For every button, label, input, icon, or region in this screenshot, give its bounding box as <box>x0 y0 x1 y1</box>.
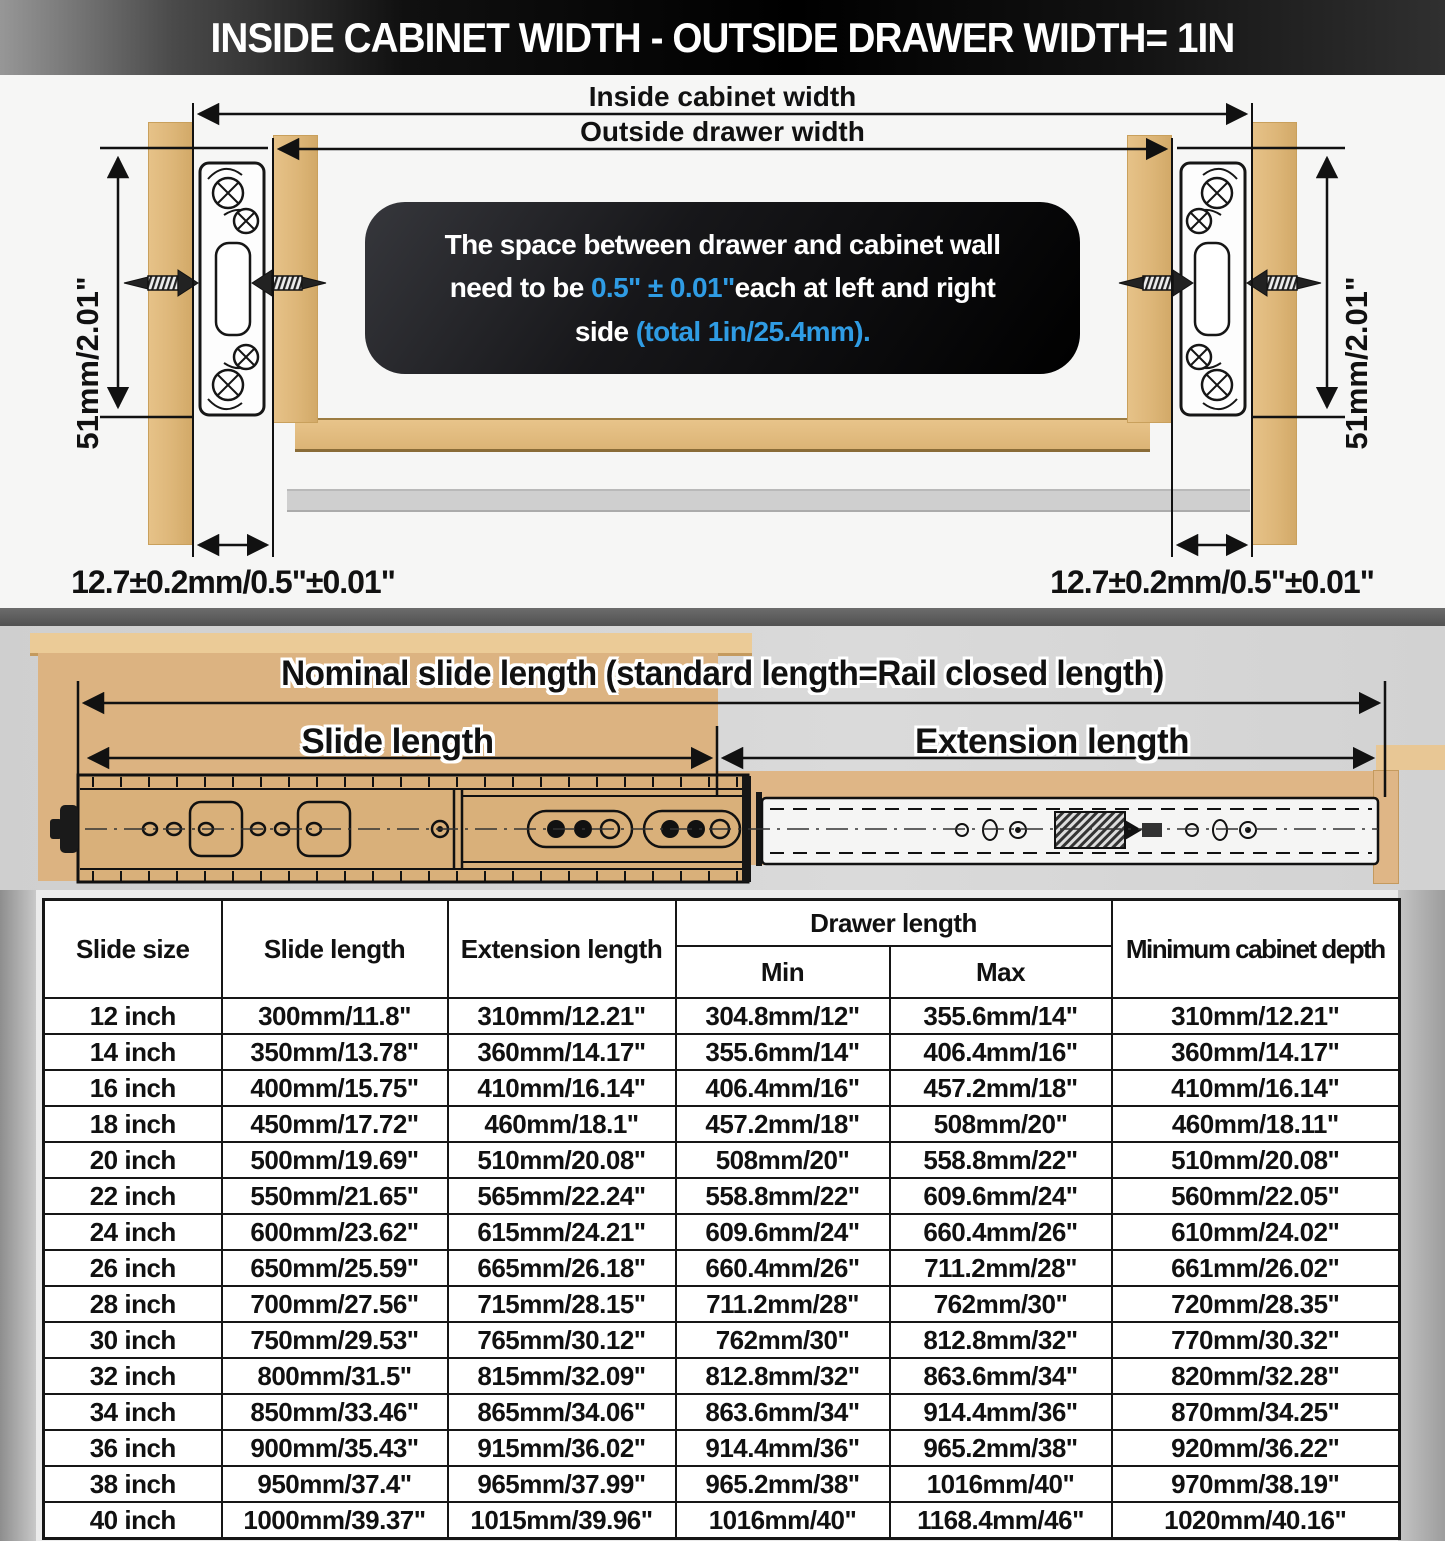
table-cell: 300mm/11.8" <box>222 998 448 1034</box>
table-row <box>44 1034 1400 1070</box>
table-row <box>44 1142 1400 1178</box>
table-cell: 400mm/15.75" <box>222 1070 448 1106</box>
table-cell: 715mm/28.15" <box>448 1286 676 1322</box>
table-cell: 34 inch <box>44 1394 222 1430</box>
table-cell: 711.2mm/28" <box>890 1250 1112 1286</box>
table-row <box>44 1250 1400 1286</box>
table-cell: 665mm/26.18" <box>448 1250 676 1286</box>
table-cell: 770mm/30.32" <box>1112 1322 1400 1358</box>
table-cell: 450mm/17.72" <box>222 1106 448 1142</box>
side-clearance-label-left: 12.7±0.2mm/0.5"±0.01" <box>71 564 395 600</box>
table-cell: 510mm/20.08" <box>1112 1142 1400 1178</box>
table-row <box>44 1394 1400 1430</box>
table-row <box>44 1070 1400 1106</box>
table-cell: 765mm/30.12" <box>448 1322 676 1358</box>
table-cell: 660.4mm/26" <box>890 1214 1112 1250</box>
table-row <box>44 1214 1400 1250</box>
table-cell: 965.2mm/38" <box>676 1466 890 1502</box>
note-line1: The space between drawer and cabinet wall <box>444 228 1001 260</box>
table-cell: 914.4mm/36" <box>890 1394 1112 1430</box>
table-cell: 700mm/27.56" <box>222 1286 448 1322</box>
slide-height-label-right: 51mm/2.01" <box>1339 276 1374 450</box>
table-cell: 750mm/29.53" <box>222 1322 448 1358</box>
table-cell: 26 inch <box>44 1250 222 1286</box>
table-cell: 20 inch <box>44 1142 222 1178</box>
table-cell: 815mm/32.09" <box>448 1358 676 1394</box>
table-cell: 38 inch <box>44 1466 222 1502</box>
table-row <box>44 1430 1400 1466</box>
note-line2-post: each at left and right <box>734 272 996 304</box>
left-wall-screw <box>124 270 198 296</box>
table-cell: 600mm/23.62" <box>222 1214 448 1250</box>
right-wall-screw <box>1247 270 1321 296</box>
note-line2-pre: need to be <box>449 272 591 304</box>
table-cell: 550mm/21.65" <box>222 1178 448 1214</box>
table-cell: 661mm/26.02" <box>1112 1250 1400 1286</box>
table-cell: 865mm/34.06" <box>448 1394 676 1430</box>
clearance-note-box <box>365 202 1080 374</box>
table-cell: 508mm/20" <box>676 1142 890 1178</box>
note-line3-pre: side <box>574 315 636 347</box>
header-drawer-max: Max <box>890 946 1112 998</box>
table-cell: 360mm/14.17" <box>1112 1034 1400 1070</box>
header-min-cabinet-depth: Minimum cabinet depth <box>1112 900 1400 999</box>
table-cell: 920mm/36.22" <box>1112 1430 1400 1466</box>
table-cell: 30 inch <box>44 1322 222 1358</box>
table-cell: 950mm/37.4" <box>222 1466 448 1502</box>
table-cell: 609.6mm/24" <box>890 1178 1112 1214</box>
slide-length-diagram <box>0 626 1445 890</box>
section-divider-bar <box>0 608 1445 626</box>
table-cell: 406.4mm/16" <box>676 1070 890 1106</box>
table-cell: 812.8mm/32" <box>676 1358 890 1394</box>
table-cell: 565mm/22.24" <box>448 1178 676 1214</box>
header-drawer-length: Drawer length <box>676 900 1112 947</box>
table-cell: 650mm/25.59" <box>222 1250 448 1286</box>
table-cell: 1015mm/39.96" <box>448 1502 676 1539</box>
table-cell: 457.2mm/18" <box>890 1070 1112 1106</box>
table-cell: 970mm/38.19" <box>1112 1466 1400 1502</box>
table-cell: 14 inch <box>44 1034 222 1070</box>
table-cell: 410mm/16.14" <box>448 1070 676 1106</box>
table-cell: 820mm/32.28" <box>1112 1358 1400 1394</box>
header-extension-length: Extension length <box>448 900 676 999</box>
table-cell: 915mm/36.02" <box>448 1430 676 1466</box>
side-clearance-label-right: 12.7±0.2mm/0.5"±0.01" <box>1050 564 1374 600</box>
table-cell: 457.2mm/18" <box>676 1106 890 1142</box>
table-row <box>44 1106 1400 1142</box>
outside-drawer-width-label: Outside drawer width <box>580 116 865 147</box>
table-cell: 720mm/28.35" <box>1112 1286 1400 1322</box>
size-table-body <box>44 998 1400 1539</box>
table-cell: 32 inch <box>44 1358 222 1394</box>
table-cell: 558.8mm/22" <box>890 1142 1112 1178</box>
table-cell: 900mm/35.43" <box>222 1430 448 1466</box>
title-banner <box>0 0 1445 75</box>
table-cell: 304.8mm/12" <box>676 998 890 1034</box>
slide-length-label: Slide length <box>301 722 494 761</box>
table-cell: 1016mm/40" <box>676 1502 890 1539</box>
table-cell: 355.6mm/14" <box>890 998 1112 1034</box>
size-table-section <box>0 890 1445 1541</box>
table-row <box>44 1502 1400 1539</box>
table-cell: 1020mm/40.16" <box>1112 1502 1400 1539</box>
slide-height-label-left: 51mm/2.01" <box>70 276 105 450</box>
table-cell: 870mm/34.25" <box>1112 1394 1400 1430</box>
table-row <box>44 1466 1400 1502</box>
table-cell: 965mm/37.99" <box>448 1466 676 1502</box>
table-cell: 460mm/18.11" <box>1112 1106 1400 1142</box>
note-line2-highlight: 0.5" ± 0.01" <box>590 272 735 304</box>
table-row <box>44 1178 1400 1214</box>
table-cell: 36 inch <box>44 1430 222 1466</box>
table-cell: 965.2mm/38" <box>890 1430 1112 1466</box>
table-cell: 1016mm/40" <box>890 1466 1112 1502</box>
table-cell: 711.2mm/28" <box>676 1286 890 1322</box>
table-cell: 914.4mm/36" <box>676 1430 890 1466</box>
table-cell: 558.8mm/22" <box>676 1178 890 1214</box>
table-cell: 360mm/14.17" <box>448 1034 676 1070</box>
table-cell: 24 inch <box>44 1214 222 1250</box>
table-cell: 560mm/22.05" <box>1112 1178 1400 1214</box>
inside-cabinet-width-label: Inside cabinet width <box>588 81 857 112</box>
table-cell: 310mm/12.21" <box>1112 998 1400 1034</box>
table-cell: 310mm/12.21" <box>448 998 676 1034</box>
header-slide-length: Slide length <box>222 900 448 999</box>
table-cell: 510mm/20.08" <box>448 1142 676 1178</box>
table-cell: 40 inch <box>44 1502 222 1539</box>
header-slide-size: Slide size <box>44 900 222 999</box>
table-cell: 28 inch <box>44 1286 222 1322</box>
header-drawer-min: Min <box>676 946 890 998</box>
table-row <box>44 998 1400 1034</box>
table-cell: 12 inch <box>44 998 222 1034</box>
table-cell: 16 inch <box>44 1070 222 1106</box>
table-cell: 610mm/24.02" <box>1112 1214 1400 1250</box>
table-cell: 500mm/19.69" <box>222 1142 448 1178</box>
table-cell: 800mm/31.5" <box>222 1358 448 1394</box>
note-line3-highlight: (total 1in/25.4mm). <box>635 315 871 347</box>
size-table <box>42 898 1401 1540</box>
table-cell: 410mm/16.14" <box>1112 1070 1400 1106</box>
table-cell: 18 inch <box>44 1106 222 1142</box>
table-cell: 1168.4mm/46" <box>890 1502 1112 1539</box>
table-cell: 460mm/18.1" <box>448 1106 676 1142</box>
table-cell: 350mm/13.78" <box>222 1034 448 1070</box>
nominal-slide-length-label: Nominal slide length (standard length=Rail closed length) <box>281 654 1164 693</box>
table-cell: 812.8mm/32" <box>890 1322 1112 1358</box>
clearance-note-text <box>445 223 1001 353</box>
table-row <box>44 1286 1400 1322</box>
table-cell: 762mm/30" <box>890 1286 1112 1322</box>
page-title: INSIDE CABINET WIDTH - OUTSIDE DRAWER WIDTH= 1IN <box>210 13 1235 61</box>
extension-length-label: Extension length <box>915 722 1189 761</box>
table-row <box>44 1322 1400 1358</box>
table-cell: 863.6mm/34" <box>676 1394 890 1430</box>
table-cell: 406.4mm/16" <box>890 1034 1112 1070</box>
right-edge-shadow <box>1398 890 1445 1541</box>
table-cell: 22 inch <box>44 1178 222 1214</box>
table-cell: 355.6mm/14" <box>676 1034 890 1070</box>
left-edge-shadow <box>0 890 36 1541</box>
table-cell: 850mm/33.46" <box>222 1394 448 1430</box>
table-cell: 1000mm/39.37" <box>222 1502 448 1539</box>
table-cell: 762mm/30" <box>676 1322 890 1358</box>
table-cell: 863.6mm/34" <box>890 1358 1112 1394</box>
table-cell: 615mm/24.21" <box>448 1214 676 1250</box>
table-cell: 508mm/20" <box>890 1106 1112 1142</box>
cabinet-width-diagram <box>0 75 1445 608</box>
table-row <box>44 1358 1400 1394</box>
table-cell: 660.4mm/26" <box>676 1250 890 1286</box>
table-cell: 609.6mm/24" <box>676 1214 890 1250</box>
